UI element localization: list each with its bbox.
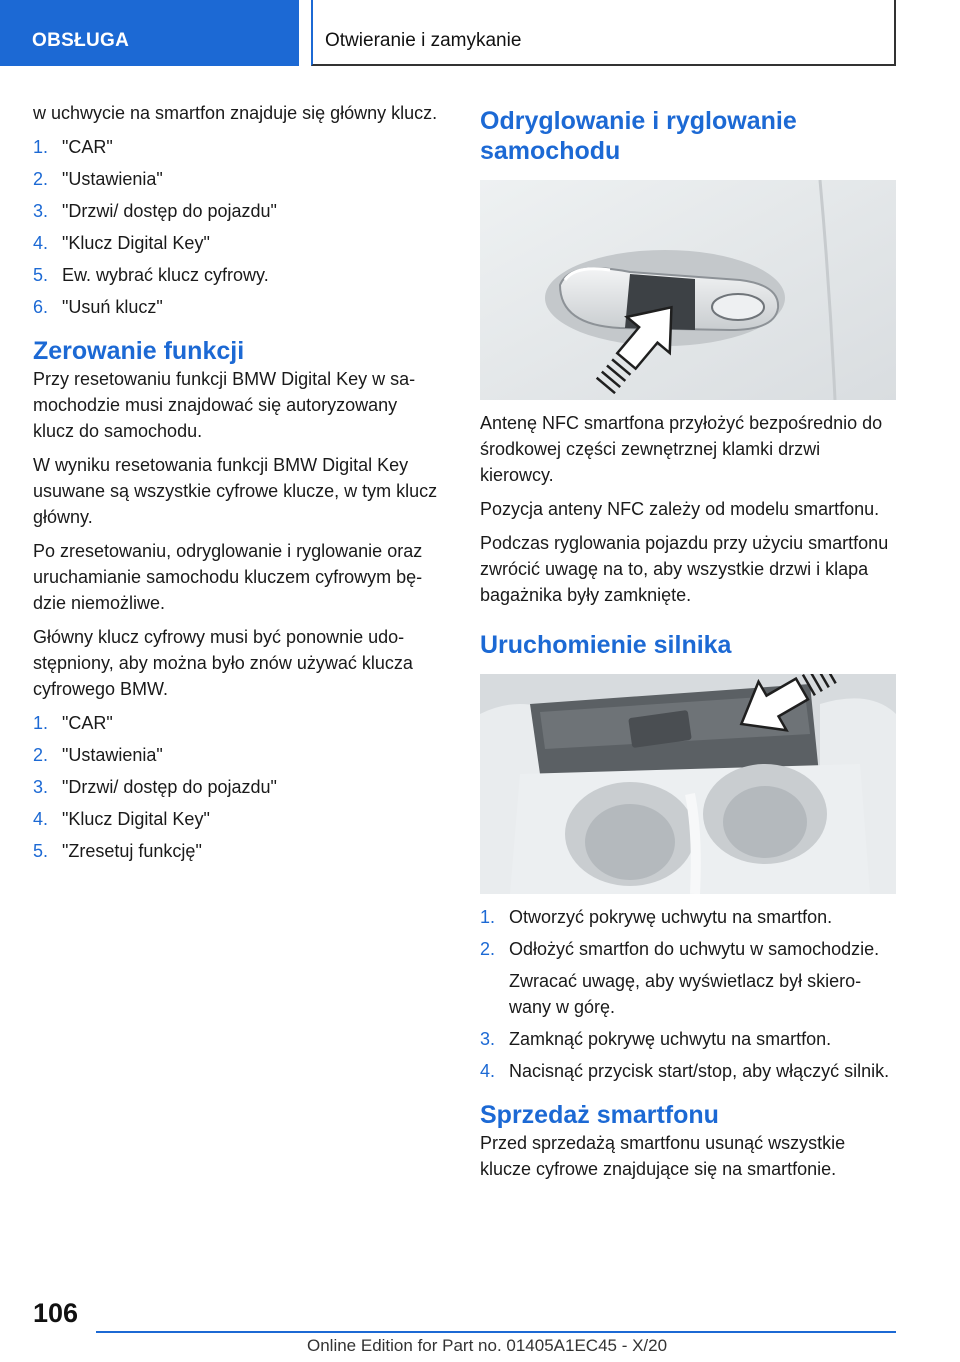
list-item <box>33 806 443 832</box>
footer-divider <box>96 1331 896 1333</box>
list-item-number: 2. <box>33 169 49 189</box>
right-column <box>480 100 896 1190</box>
list-item-number: 4. <box>33 809 49 829</box>
list-item-text <box>509 1026 896 1052</box>
chapter-tab <box>311 0 896 66</box>
list-item-text <box>62 262 443 288</box>
list-item <box>33 838 443 864</box>
list-item-main: "Usuń klucz" <box>62 297 163 317</box>
list-item-main: "Ustawienia" <box>62 745 163 765</box>
list-item-text <box>62 838 443 864</box>
list-item-number: 1. <box>33 137 49 157</box>
list-item-main: "Zresetuj funkcję" <box>62 841 202 861</box>
reset-paragraph-4: Główny klucz cyfrowy musi być ponownie udostępniony, aby można było znów używać klucza cyfrowego BMW. <box>33 627 413 699</box>
list-item-text <box>62 230 443 256</box>
list-item <box>33 198 443 224</box>
list-item-text <box>62 806 443 832</box>
list-item <box>33 774 443 800</box>
list-item-text <box>62 742 443 768</box>
list-item-text <box>62 198 443 224</box>
list-item-number: 5. <box>33 841 49 861</box>
sale-heading: Sprzedaż smartfonu <box>480 1101 719 1129</box>
list-item-main: "Drzwi/ dostęp do pojazdu" <box>62 201 277 221</box>
list-item-main: Zamknąć pokrywę uchwytu na smartfon. <box>509 1029 832 1049</box>
delete-key-steps <box>33 134 443 320</box>
list-item <box>33 294 443 320</box>
list-item-main: "Klucz Digital Key" <box>62 233 210 253</box>
list-item-number: 4. <box>33 233 49 253</box>
list-item <box>480 904 896 930</box>
list-item <box>480 936 896 1020</box>
list-item-number: 1. <box>33 713 49 733</box>
list-item-text <box>62 294 443 320</box>
list-item-number: 2. <box>480 939 496 959</box>
list-item-main: "Klucz Digital Key" <box>62 809 210 829</box>
list-item-main: "CAR" <box>62 137 113 157</box>
list-item-number: 2. <box>33 745 49 765</box>
unlock-paragraph-3: Podczas ryglowania pojazdu przy użyciu smartfonu zwrócić uwagę na to, aby wszystkie drzwi i klapa bagażnika były zamknięte. <box>480 533 889 605</box>
list-item-note: Zwracać uwagę, aby wyświetlacz był skierowany w górę. <box>509 971 862 1017</box>
list-item-main: Odłożyć smartfon do uchwytu w samochodzie. <box>509 939 880 959</box>
phone-holder-illustration <box>480 674 896 894</box>
reset-paragraph-2: W wyniku resetowania funkcji BMW Digital Key usuwane są wszystkie cyfrowe klucze, w tym klucz główny. <box>33 455 438 527</box>
reset-paragraph-3: Po zresetowaniu, odryglowanie i ryglowanie oraz uruchamianie samochodu kluczem cyfrowym będzie niemożliwe. <box>33 541 423 613</box>
list-item-main: Nacisnąć przycisk start/stop, aby włączyć silnik. <box>509 1061 890 1081</box>
section-title: OBSŁUGA <box>32 30 130 51</box>
list-item <box>33 166 443 192</box>
list-item-number: 5. <box>33 265 49 285</box>
sale-paragraph: Przed sprzedażą smartfonu usunąć wszystkie klucze cyfrowe znajdujące się na smartfonie. <box>480 1133 846 1179</box>
list-item-text <box>62 166 443 192</box>
list-item <box>33 230 443 256</box>
list-item <box>33 710 443 736</box>
edition-note: Online Edition for Part no. 01405A1EC45 - X/20 <box>307 1336 668 1355</box>
list-item <box>33 134 443 160</box>
reset-paragraph-1: Przy resetowaniu funkcji BMW Digital Key w samochodzie musi znajdować się autoryzowany klucz do samochodu. <box>33 369 416 441</box>
list-item <box>480 1058 896 1084</box>
list-item-main: Otworzyć pokrywę uchwytu na smartfon. <box>509 907 833 927</box>
list-item-number: 3. <box>480 1029 496 1049</box>
list-item-main: "Drzwi/ dostęp do pojazdu" <box>62 777 277 797</box>
list-item-text <box>509 1058 896 1084</box>
page-number: 106 <box>33 1298 79 1328</box>
list-item-main: "Ustawienia" <box>62 169 163 189</box>
list-item <box>480 1026 896 1052</box>
unlock-heading: Odryglowanie i ryglowanie samochodu <box>480 107 797 165</box>
chapter-title: Otwieranie i zamykanie <box>325 30 522 51</box>
list-item-text <box>62 134 443 160</box>
reset-heading: Zerowanie funkcji <box>33 337 245 365</box>
list-item-main: "CAR" <box>62 713 113 733</box>
list-item-number: 1. <box>480 907 496 927</box>
list-item-number: 3. <box>33 201 49 221</box>
list-item <box>33 262 443 288</box>
reset-steps <box>33 710 443 864</box>
list-item-text <box>509 904 896 930</box>
list-item <box>33 742 443 768</box>
unlock-paragraph-2: Pozycja anteny NFC zależy od modelu smartfonu. <box>480 499 880 519</box>
section-tab <box>0 0 299 66</box>
engine-heading: Uruchomienie silnika <box>480 631 732 659</box>
list-item-text <box>62 774 443 800</box>
intro-paragraph: w uchwycie na smartfon znajduje się główny klucz. <box>33 103 438 123</box>
door-handle-nfc-illustration <box>480 180 896 400</box>
engine-steps <box>480 904 896 1084</box>
list-item-text <box>62 710 443 736</box>
list-item-text <box>509 936 896 1020</box>
unlock-paragraph-1: Antenę NFC smartfona przyłożyć bezpośrednio do środkowej części zewnętrznej klamki drzwi kierowcy. <box>480 413 883 485</box>
list-item-number: 4. <box>480 1061 496 1081</box>
page-header <box>0 0 960 66</box>
left-column <box>33 100 443 874</box>
list-item-number: 3. <box>33 777 49 797</box>
list-item-number: 6. <box>33 297 49 317</box>
list-item-main: Ew. wybrać klucz cyfrowy. <box>62 265 269 285</box>
